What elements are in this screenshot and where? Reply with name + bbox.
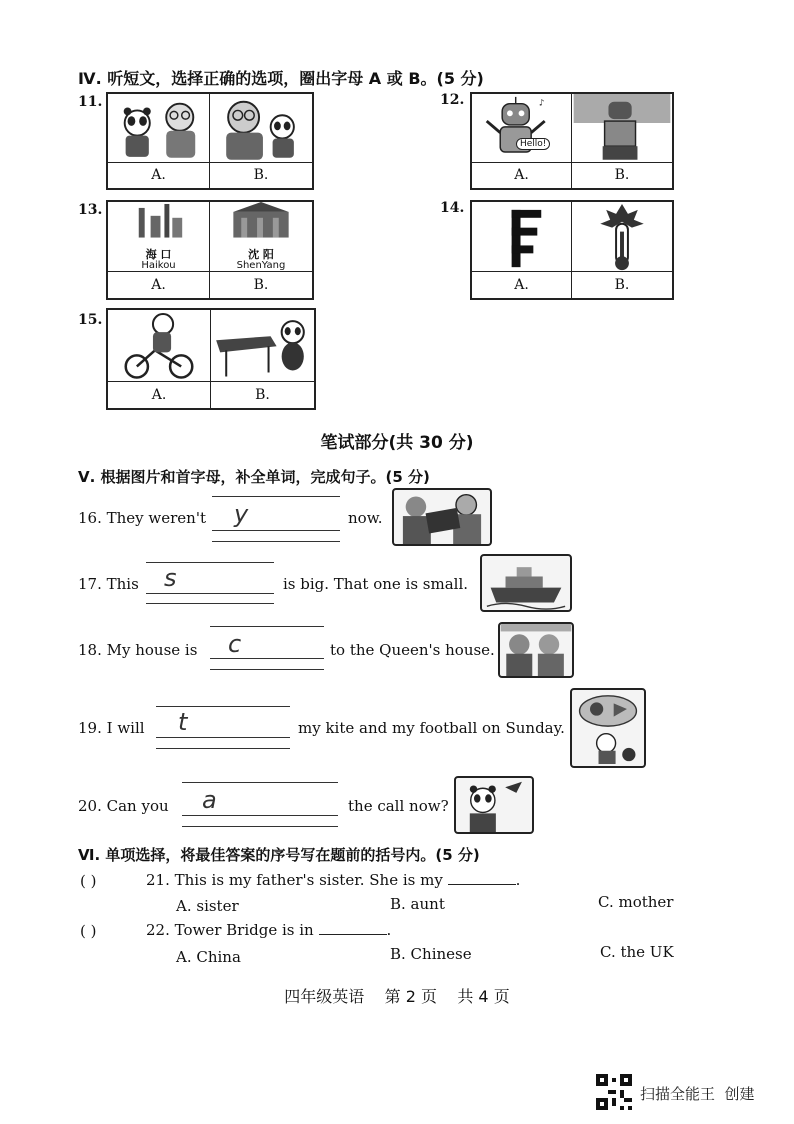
q16-first-letter: y <box>234 500 249 528</box>
q18-sentence-end: to the Queen's house. <box>330 641 495 659</box>
q14-option-b-label[interactable]: B. <box>572 271 672 298</box>
q20-sentence-start: 20. Can you <box>78 797 169 815</box>
q15-option-a-image <box>108 310 211 381</box>
q15-option-b-label[interactable]: B. <box>211 381 314 408</box>
q13-city-b-en: ShenYang <box>236 260 286 271</box>
q19-sentence-start: 19. I will <box>78 719 145 737</box>
q18-answer-input[interactable] <box>210 628 324 658</box>
q21-answer-bracket[interactable]: ( ) <box>80 872 97 890</box>
q14-option-a-image <box>472 202 572 271</box>
q13-option-b-label[interactable]: B. <box>210 271 312 298</box>
q21-stem-text: 21. This is my father's sister. She is my <box>146 871 443 889</box>
q16-sentence-start: 16. They weren't <box>78 509 206 527</box>
q15-picture-grid <box>106 308 316 410</box>
q17-first-letter: s <box>164 564 177 592</box>
q13-option-b-image <box>210 202 312 271</box>
q16-answer-input[interactable] <box>212 498 340 530</box>
q13-number: 13. <box>78 202 103 218</box>
q22-option-a[interactable]: A. China <box>176 948 241 966</box>
q20-picture <box>454 776 534 834</box>
q12-option-a-label[interactable]: A. <box>472 162 572 188</box>
qr-code-icon <box>596 1074 632 1110</box>
svg-text:♪: ♪ <box>538 98 545 109</box>
q11-option-a-label[interactable]: A. <box>108 162 210 188</box>
q13-city-a-en: Haikou <box>141 260 176 271</box>
q20-sentence-end: the call now? <box>348 797 449 815</box>
q19-picture <box>570 688 646 768</box>
q17-sentence-start: 17. This <box>78 575 139 593</box>
q20-answer-input[interactable] <box>182 784 338 815</box>
q21-stem <box>146 871 520 889</box>
q12-option-b-image <box>572 94 672 162</box>
q11-option-b-label[interactable]: B. <box>210 162 312 188</box>
q12-option-b-label[interactable]: B. <box>572 162 672 188</box>
q13-option-a-label[interactable]: A. <box>108 271 210 298</box>
q13-city-b-cn: 沈 阳 <box>248 248 274 261</box>
q13-option-a-image <box>108 202 210 271</box>
q21-option-a[interactable]: A. sister <box>176 897 239 915</box>
q21-option-b[interactable]: B. aunt <box>390 895 445 913</box>
q12-speech-bubble: Hello! <box>516 138 550 150</box>
q22-option-b[interactable]: B. Chinese <box>390 945 472 963</box>
section-4-heading: Ⅳ. 听短文，选择正确的选项，圈出字母 A 或 B。(5 分) <box>78 69 484 88</box>
q22-stem <box>146 921 391 939</box>
q19-first-letter: t <box>178 708 188 736</box>
q11-option-a-image <box>108 94 210 162</box>
q12-picture-grid <box>470 92 674 190</box>
q14-option-b-image <box>572 202 672 271</box>
q16-sentence-end: now. <box>348 509 383 527</box>
q17-picture <box>480 554 572 612</box>
q19-answer-input[interactable] <box>156 708 290 737</box>
q17-answer-input[interactable] <box>146 564 274 593</box>
q21-blank <box>448 884 516 885</box>
q11-option-b-image <box>210 94 312 162</box>
q21-stem-end: . <box>515 871 521 889</box>
q15-option-a-label[interactable]: A. <box>108 381 211 408</box>
q13-picture-grid <box>106 200 314 300</box>
q20-first-letter: a <box>202 786 217 814</box>
q14-number: 14. <box>440 200 465 216</box>
q22-answer-bracket[interactable]: ( ) <box>80 922 97 940</box>
q18-first-letter: c <box>228 630 242 658</box>
q16-picture <box>392 488 492 546</box>
q22-option-c[interactable]: C. the UK <box>600 943 674 961</box>
q22-blank <box>319 934 387 935</box>
scanner-watermark: 扫描全能王 创建 <box>640 1085 755 1103</box>
q11-number: 11. <box>78 94 103 110</box>
q14-option-a-label[interactable]: A. <box>472 271 572 298</box>
section-6-heading: Ⅵ. 单项选择，将最佳答案的序号写在题前的括号内。(5 分) <box>78 846 480 864</box>
q12-number: 12. <box>440 92 465 108</box>
q12-option-a-image <box>472 94 572 162</box>
q11-picture-grid <box>106 92 314 190</box>
q15-number: 15. <box>78 312 103 328</box>
q21-option-c[interactable]: C. mother <box>598 893 674 911</box>
section-5-heading: Ⅴ. 根据图片和首字母，补全单词，完成句子。(5 分) <box>78 468 430 486</box>
written-section-title: 笔试部分(共 30 分) <box>320 433 474 453</box>
page-footer: 四年级英语 第 2 页 共 4 页 <box>284 987 510 1006</box>
q14-picture-grid <box>470 200 674 300</box>
q22-stem-end: . <box>386 921 392 939</box>
q15-option-b-image <box>211 310 314 381</box>
q13-city-a-cn: 海 口 <box>145 248 172 261</box>
q22-stem-text: 22. Tower Bridge is in <box>146 921 314 939</box>
q18-picture <box>498 622 574 678</box>
q19-sentence-end: my kite and my football on Sunday. <box>298 719 565 737</box>
q18-sentence-start: 18. My house is <box>78 641 198 659</box>
q17-sentence-end: is big. That one is small. <box>283 575 469 593</box>
